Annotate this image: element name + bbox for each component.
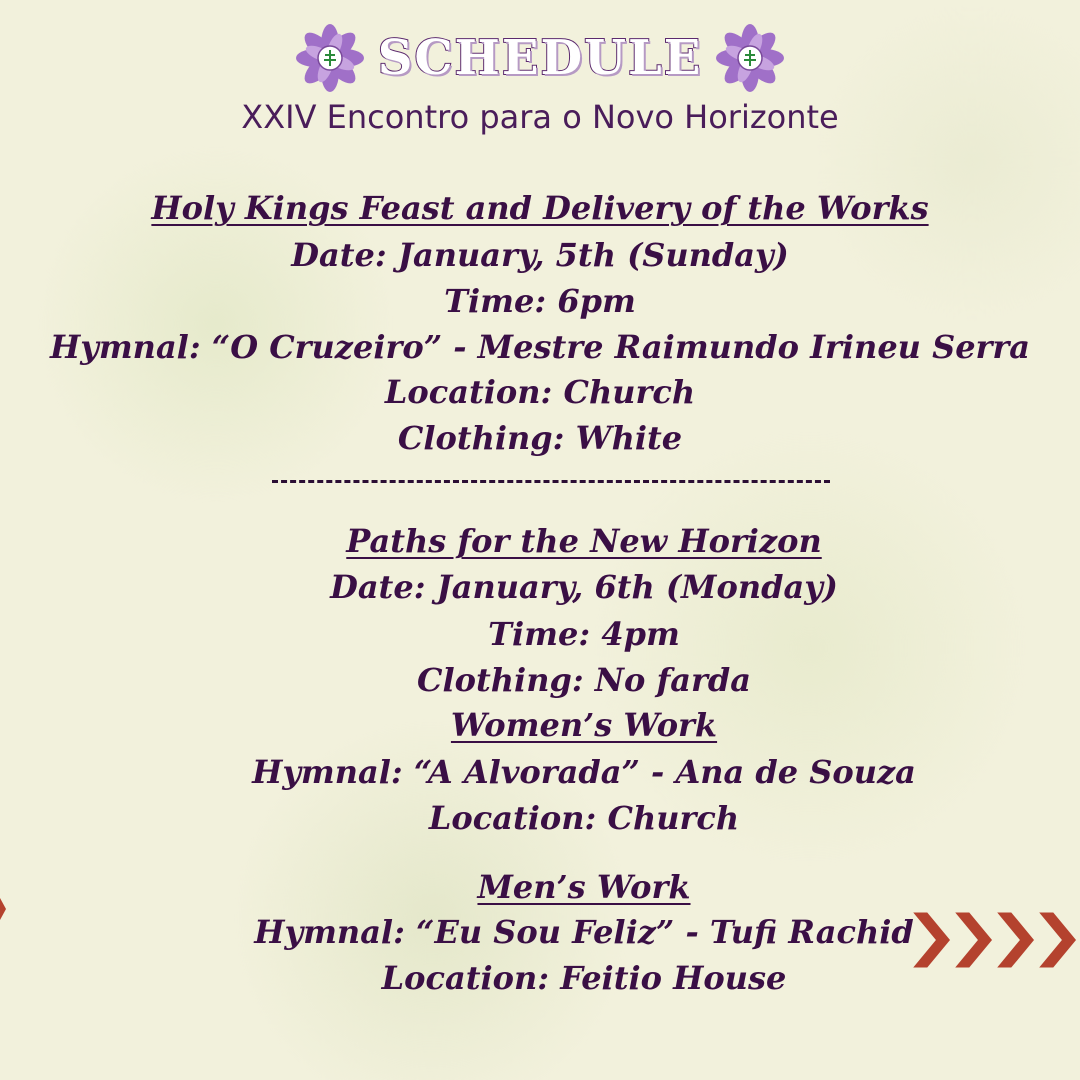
event1-location: Location: Church: [384, 373, 696, 411]
mens-work-hymnal: Hymnal: “Eu Sou Feliz” - Tufi Rachid: [254, 913, 914, 951]
event1-hymnal: Hymnal: “O Cruzeiro” - Mestre Raimundo Irineu Serra: [49, 328, 1030, 366]
event2-date: Date: January, 6th (Monday): [330, 568, 838, 606]
event1-clothing: Clothing: White: [397, 419, 683, 457]
red-chevron-arrows-icon: [908, 905, 1080, 975]
page-title: SCHEDULE: [377, 30, 703, 86]
event2-clothing: Clothing: No farda: [417, 661, 751, 699]
womens-work-hymnal: Hymnal: “A Alvorada” - Ana de Souza: [252, 753, 916, 791]
event1-time: Time: 6pm: [444, 282, 636, 320]
event2-title: Paths for the New Horizon: [346, 522, 822, 560]
event1-date: Date: January, 5th (Sunday): [291, 236, 789, 274]
mens-work-title: Men’s Work: [477, 868, 691, 906]
event1-title: Holy Kings Feast and Delivery of the Works: [151, 189, 929, 227]
womens-work-title: Women’s Work: [450, 706, 718, 744]
edge-chevron-fragment-icon: [0, 898, 8, 920]
mens-work-location: Location: Feitio House: [381, 959, 787, 997]
page-subtitle: XXIV Encontro para o Novo Horizonte: [241, 98, 839, 136]
womens-work-location: Location: Church: [428, 799, 740, 837]
event2-time: Time: 4pm: [488, 615, 680, 653]
